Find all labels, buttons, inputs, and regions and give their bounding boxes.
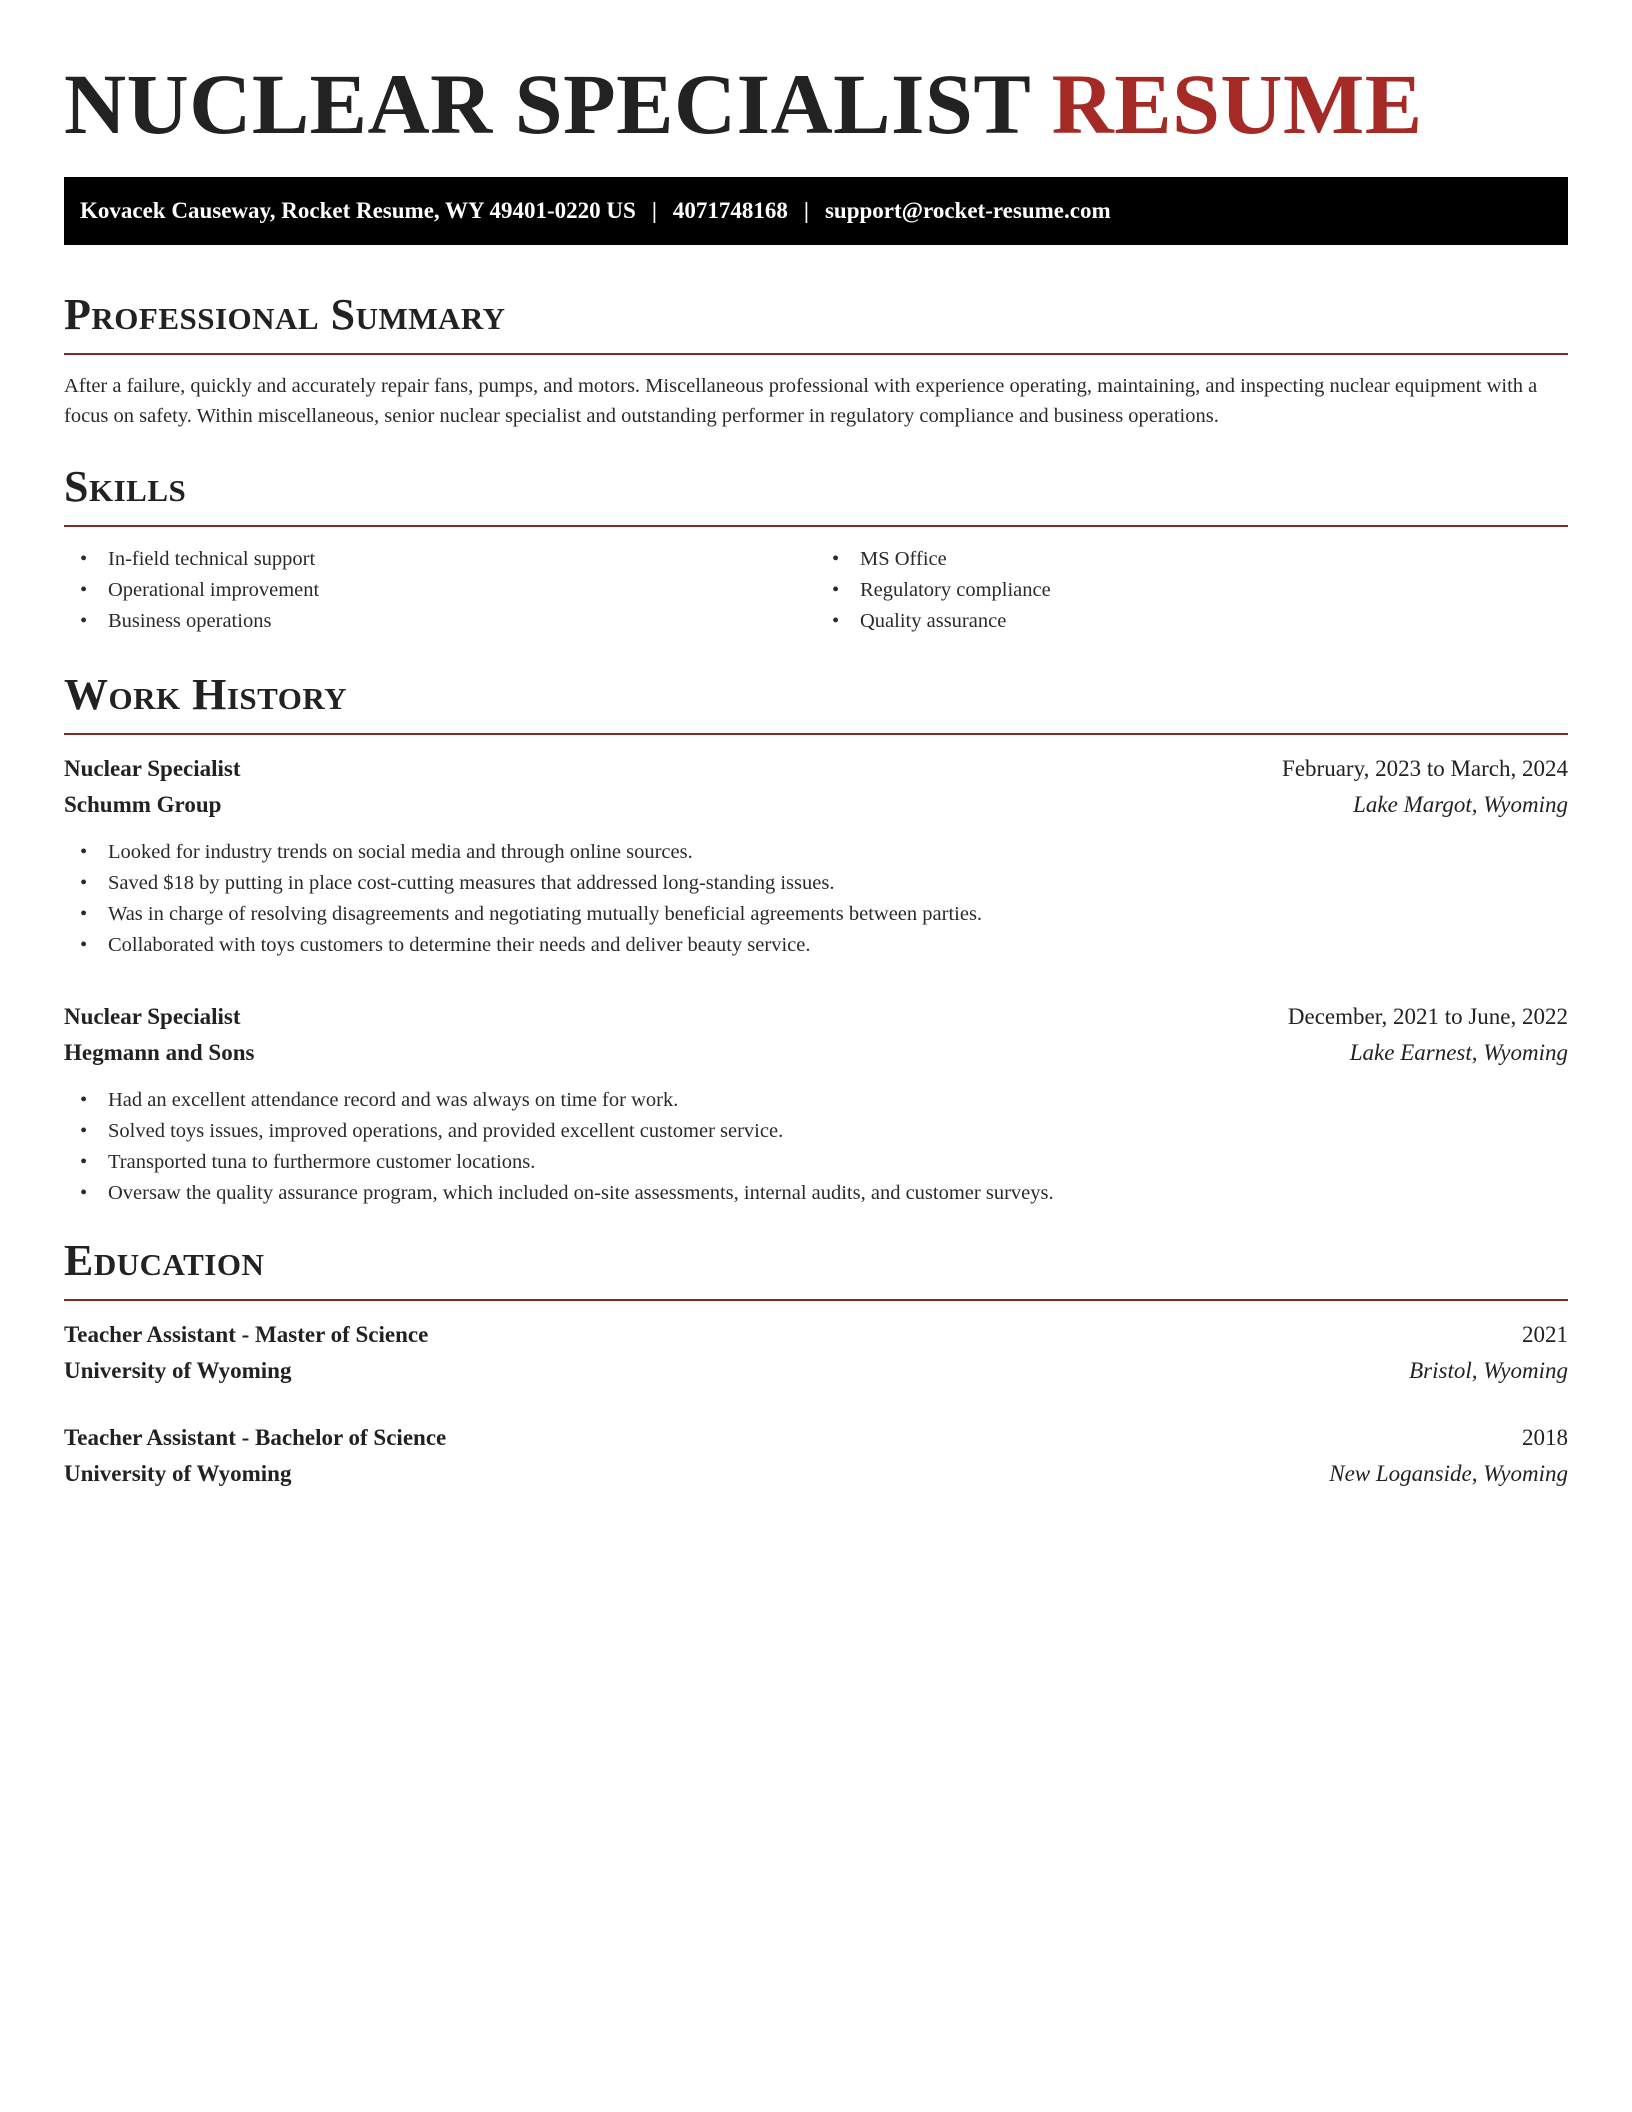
skill-label: Business operations (108, 610, 272, 632)
job-duty-text: Saved $18 by putting in place cost-cutting measures that addressed long-standing issues. (108, 872, 835, 894)
section-divider (64, 1299, 1568, 1301)
job-duty-text: Looked for industry trends on social media and through online sources. (108, 841, 693, 863)
section-divider (64, 733, 1568, 735)
skill-label: MS Office (860, 548, 947, 570)
bullet-icon: • (80, 903, 88, 925)
contact-bar (64, 177, 1568, 245)
skill-label: Operational improvement (108, 579, 320, 601)
education-school: University of Wyoming (64, 1461, 292, 1486)
job-header-row (64, 751, 1568, 787)
job-entry (64, 999, 1568, 1209)
education-school-row (64, 1353, 1568, 1389)
job-company: Hegmann and Sons (64, 1040, 255, 1065)
job-duties-list (64, 1085, 1568, 1209)
bullet-icon: • (80, 1089, 88, 1111)
bullet-icon: • (832, 579, 840, 601)
job-duty-item (64, 837, 1568, 868)
skills-column-right (816, 544, 1568, 637)
bullet-icon: • (80, 1151, 88, 1173)
summary-text: After a failure, quickly and accurately repair fans, pumps, and motors. Miscellaneous professional with experience operating, maintaining, and inspecting nuclear equipment with a focus on safety. Within miscellaneous, senior nuclear specialist and outstanding performer in regulatory compliance and business operations. (64, 375, 1538, 427)
contact-separator: | (803, 198, 809, 223)
contact-phone: 4071748168 (672, 198, 788, 223)
skill-item (816, 544, 1568, 575)
education-degree-row (64, 1317, 1568, 1353)
education-degree-row (64, 1420, 1568, 1456)
skills-section (64, 461, 1568, 637)
bullet-icon: • (80, 934, 88, 956)
skill-item (816, 575, 1568, 606)
skill-label: Regulatory compliance (860, 579, 1051, 601)
bullet-icon: • (80, 610, 88, 632)
job-duty-item (64, 1116, 1568, 1147)
bullet-icon: • (832, 610, 840, 632)
education-degree: Teacher Assistant - Bachelor of Science (64, 1425, 447, 1450)
job-company-row (64, 787, 1568, 823)
job-duty-item (64, 899, 1568, 930)
job-duties-list (64, 837, 1568, 961)
skills-column-left (64, 544, 816, 637)
education-degree: Teacher Assistant - Master of Science (64, 1322, 429, 1347)
skills-heading: Skills (64, 462, 187, 511)
job-header-row (64, 999, 1568, 1035)
skill-item (64, 544, 816, 575)
bullet-icon: • (80, 548, 88, 570)
job-duty-text: Solved toys issues, improved operations, and provided excellent customer service. (108, 1120, 784, 1142)
education-school: University of Wyoming (64, 1358, 292, 1383)
bullet-icon: • (80, 841, 88, 863)
job-duty-text: Collaborated with toys customers to determine their needs and deliver beauty service. (108, 934, 811, 956)
section-divider (64, 525, 1568, 527)
education-year: 2018 (1522, 1425, 1568, 1450)
bullet-icon: • (80, 872, 88, 894)
job-entry (64, 751, 1568, 961)
job-duty-text: Oversaw the quality assurance program, which included on-site assessments, internal audits, and customer surveys. (108, 1182, 1054, 1204)
job-duty-item (64, 930, 1568, 961)
job-company: Schumm Group (64, 792, 222, 817)
skill-item (816, 606, 1568, 637)
skill-item (64, 606, 816, 637)
job-duty-text: Was in charge of resolving disagreements and negotiating mutually beneficial agreements between parties. (108, 903, 983, 925)
work-history-heading: Work History (64, 670, 348, 719)
bullet-icon: • (80, 1120, 88, 1142)
job-location: Lake Margot, Wyoming (1353, 792, 1568, 817)
skills-grid (64, 544, 1568, 637)
bullet-icon: • (832, 548, 840, 570)
job-duty-text: Transported tuna to furthermore customer locations. (108, 1151, 536, 1173)
job-dates: December, 2021 to June, 2022 (1287, 1004, 1568, 1029)
education-entry (64, 1317, 1568, 1389)
bullet-icon: • (80, 579, 88, 601)
education-location: New Loganside, Wyoming (1329, 1461, 1568, 1486)
contact-address: Kovacek Causeway, Rocket Resume, WY 49401-0220 US (80, 198, 636, 223)
education-heading: Education (64, 1236, 265, 1285)
bullet-icon: • (80, 1182, 88, 1204)
summary-heading: Professional Summary (64, 290, 506, 339)
skill-label: In-field technical support (108, 548, 316, 570)
education-section (64, 1235, 1568, 1492)
contact-separator: | (651, 198, 657, 223)
job-duty-item (64, 1085, 1568, 1116)
job-duty-item (64, 868, 1568, 899)
resume-title (64, 58, 1568, 150)
job-dates: February, 2023 to March, 2024 (1282, 756, 1568, 781)
education-school-row (64, 1456, 1568, 1492)
work-history-section (64, 669, 1568, 1209)
job-company-row (64, 1035, 1568, 1071)
job-duty-text: Had an excellent attendance record and was always on time for work. (108, 1089, 679, 1111)
education-location: Bristol, Wyoming (1409, 1358, 1568, 1383)
job-duty-item (64, 1147, 1568, 1178)
title-main: NUCLEAR SPECIALIST (64, 56, 1030, 152)
skill-item (64, 575, 816, 606)
section-divider (64, 353, 1568, 355)
title-accent: RESUME (1051, 56, 1423, 152)
job-location: Lake Earnest, Wyoming (1349, 1040, 1568, 1065)
skill-label: Quality assurance (860, 610, 1007, 632)
contact-email: support@rocket-resume.com (824, 198, 1111, 223)
education-year: 2021 (1522, 1322, 1568, 1347)
education-entry (64, 1420, 1568, 1492)
summary-section (64, 289, 1568, 431)
job-duty-item (64, 1178, 1568, 1209)
job-title: Nuclear Specialist (64, 1004, 241, 1029)
job-title: Nuclear Specialist (64, 756, 241, 781)
